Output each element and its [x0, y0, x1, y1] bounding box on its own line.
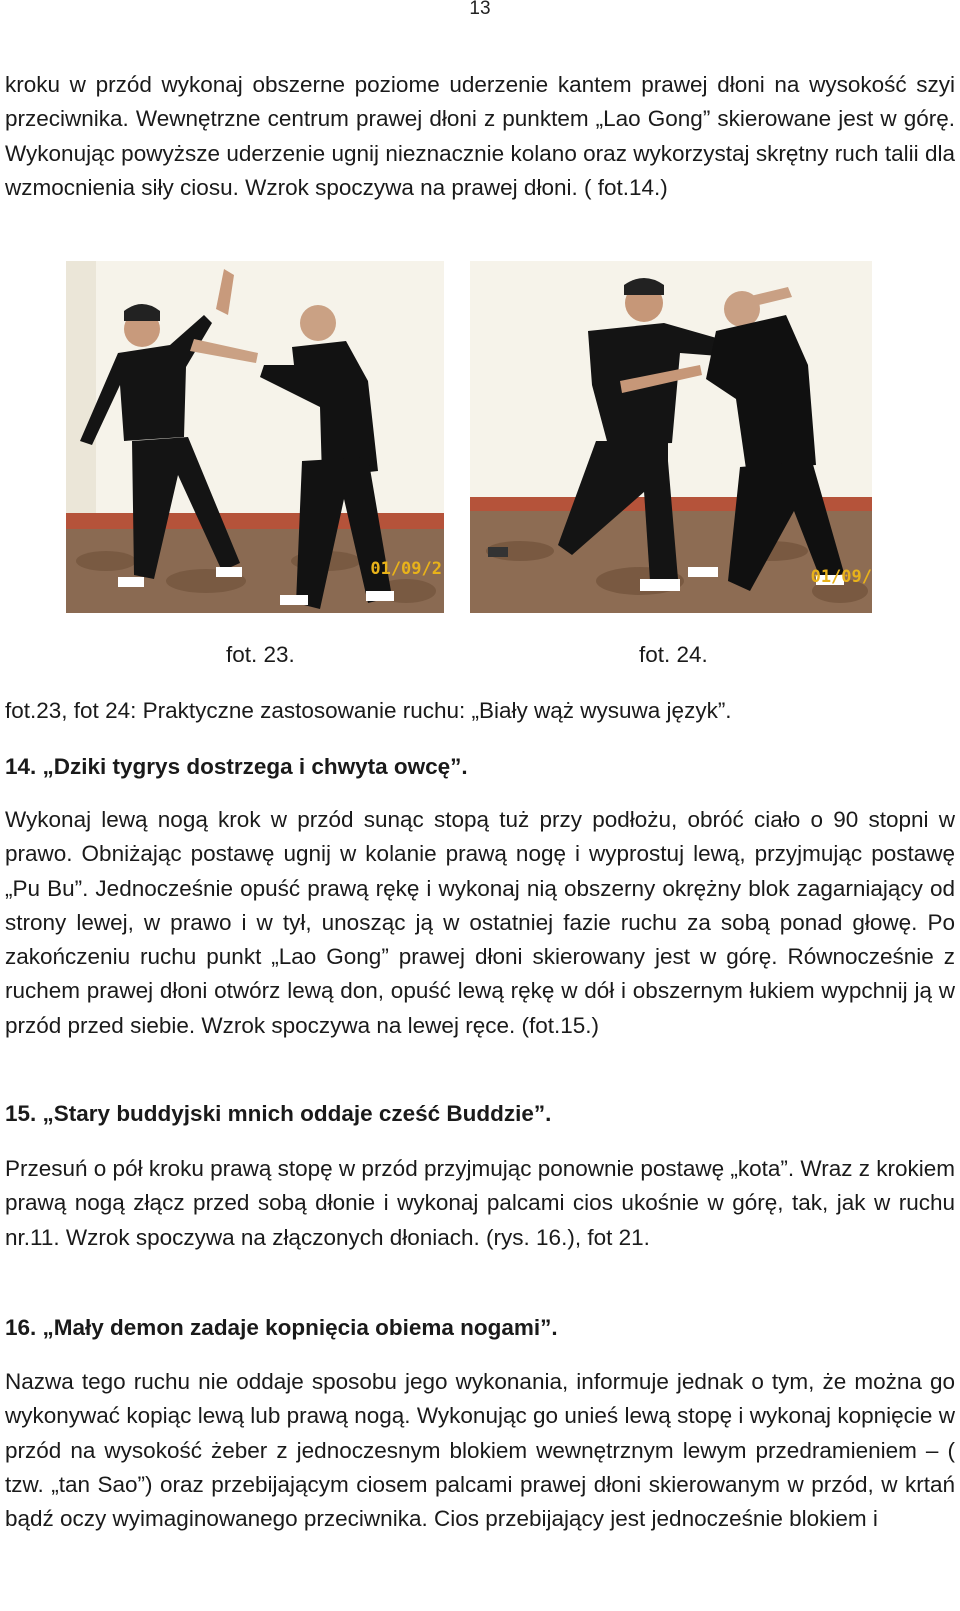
section-14-body: Wykonaj lewą nogą krok w przód sunąc stopą tuż przy podłożu, obróć ciało o 90 stopni w prawo. Obniżając postawę ugnij w kolanie prawą nogę i wyprostuj lewą, przyjmując postawę „Pu Bu”. Jednocześnie opuść prawą rękę i wykonaj nią obszerny okrężny blok zagarniający od strony lewej, w prawo i w tył, unosząc ją w ostatniej fazie ruchu za sobą ponad głowę. Po zakończeniu ruchu punkt „Lao Gong” prawej dłoni skierowany jest w górę. Równocześnie z ruchem prawej dłoni otwórz lewą don, opuść lewą rękę w dół i obszernym łukiem wypchnij ją w przód przed siebie. Wzrok spoczywa na lewej ręce. (fot.15.) [5, 807, 955, 1038]
photo-caption: fot.23, fot 24: Praktyczne zastosowanie ruchu: „Biały wąż wysuwa język”. [5, 698, 732, 723]
photo-24-image [470, 261, 872, 613]
intro-paragraph: kroku w przód wykonaj obszerne poziome uderzenie kantem prawej dłoni na wysokość szyi przeciwnika. Wewnętrzne centrum prawej dłoni z punktem „Lao Gong” skierowane jest w górę. Wykonując powyższe uderzenie ugnij nieznacznie kolano oraz wykorzystaj skrętny ruch talii dla wzmocnienia siły ciosu. Wzrok spoczywa na prawej dłoni. ( fot.14.) [5, 72, 955, 200]
section-15-body: Przesuń o pół kroku prawą stopę w przód przyjmując ponownie postawę „kota”. Wraz z krokiem prawą nogą złącz przed sobą dłonie i wykonaj palcami cios ukośnie w górę, tak, jak w ruchu nr.11. Wzrok spoczywa na złączonych dłoniach. (rys. 16.), fot 21. [5, 1156, 955, 1250]
section-16-body: Nazwa tego ruchu nie oddaje sposobu jego wykonania, informuje jednak o tym, że można go wykonywać kopiąc lewą lub prawą nogą. Wykonując go unieś lewą stopę i wykonaj kopnięcie w przód na wysokość żeber z jednoczesnym blokiem wewnętrznym lewym przedramieniem – ( tzw. „tan Sao”) oraz przebijającym ciosem palcami prawej dłoni skierowanym w przód, w krtań bądź oczy wyimaginowanego przeciwnika. Cios przebijający jest jednocześnie blokiem i [5, 1369, 955, 1532]
page-number: 13 [469, 0, 491, 19]
photo-23 [66, 261, 444, 613]
photo-23-label: fot. 23. [226, 642, 295, 667]
date-stamp-23: 01/09/2 [370, 559, 442, 579]
photo-24 [470, 261, 872, 613]
section-16-heading: 16. „Mały demon zadaje kopnięcia obiema nogami”. [5, 1315, 558, 1340]
photo-24-label: fot. 24. [639, 642, 708, 667]
section-15-heading: 15. „Stary buddyjski mnich oddaje cześć Buddzie”. [5, 1101, 552, 1126]
section-14-heading: 14. „Dziki tygrys dostrzega i chwyta owcę”. [5, 754, 468, 779]
date-stamp-24: 01/09/ [810, 567, 872, 587]
